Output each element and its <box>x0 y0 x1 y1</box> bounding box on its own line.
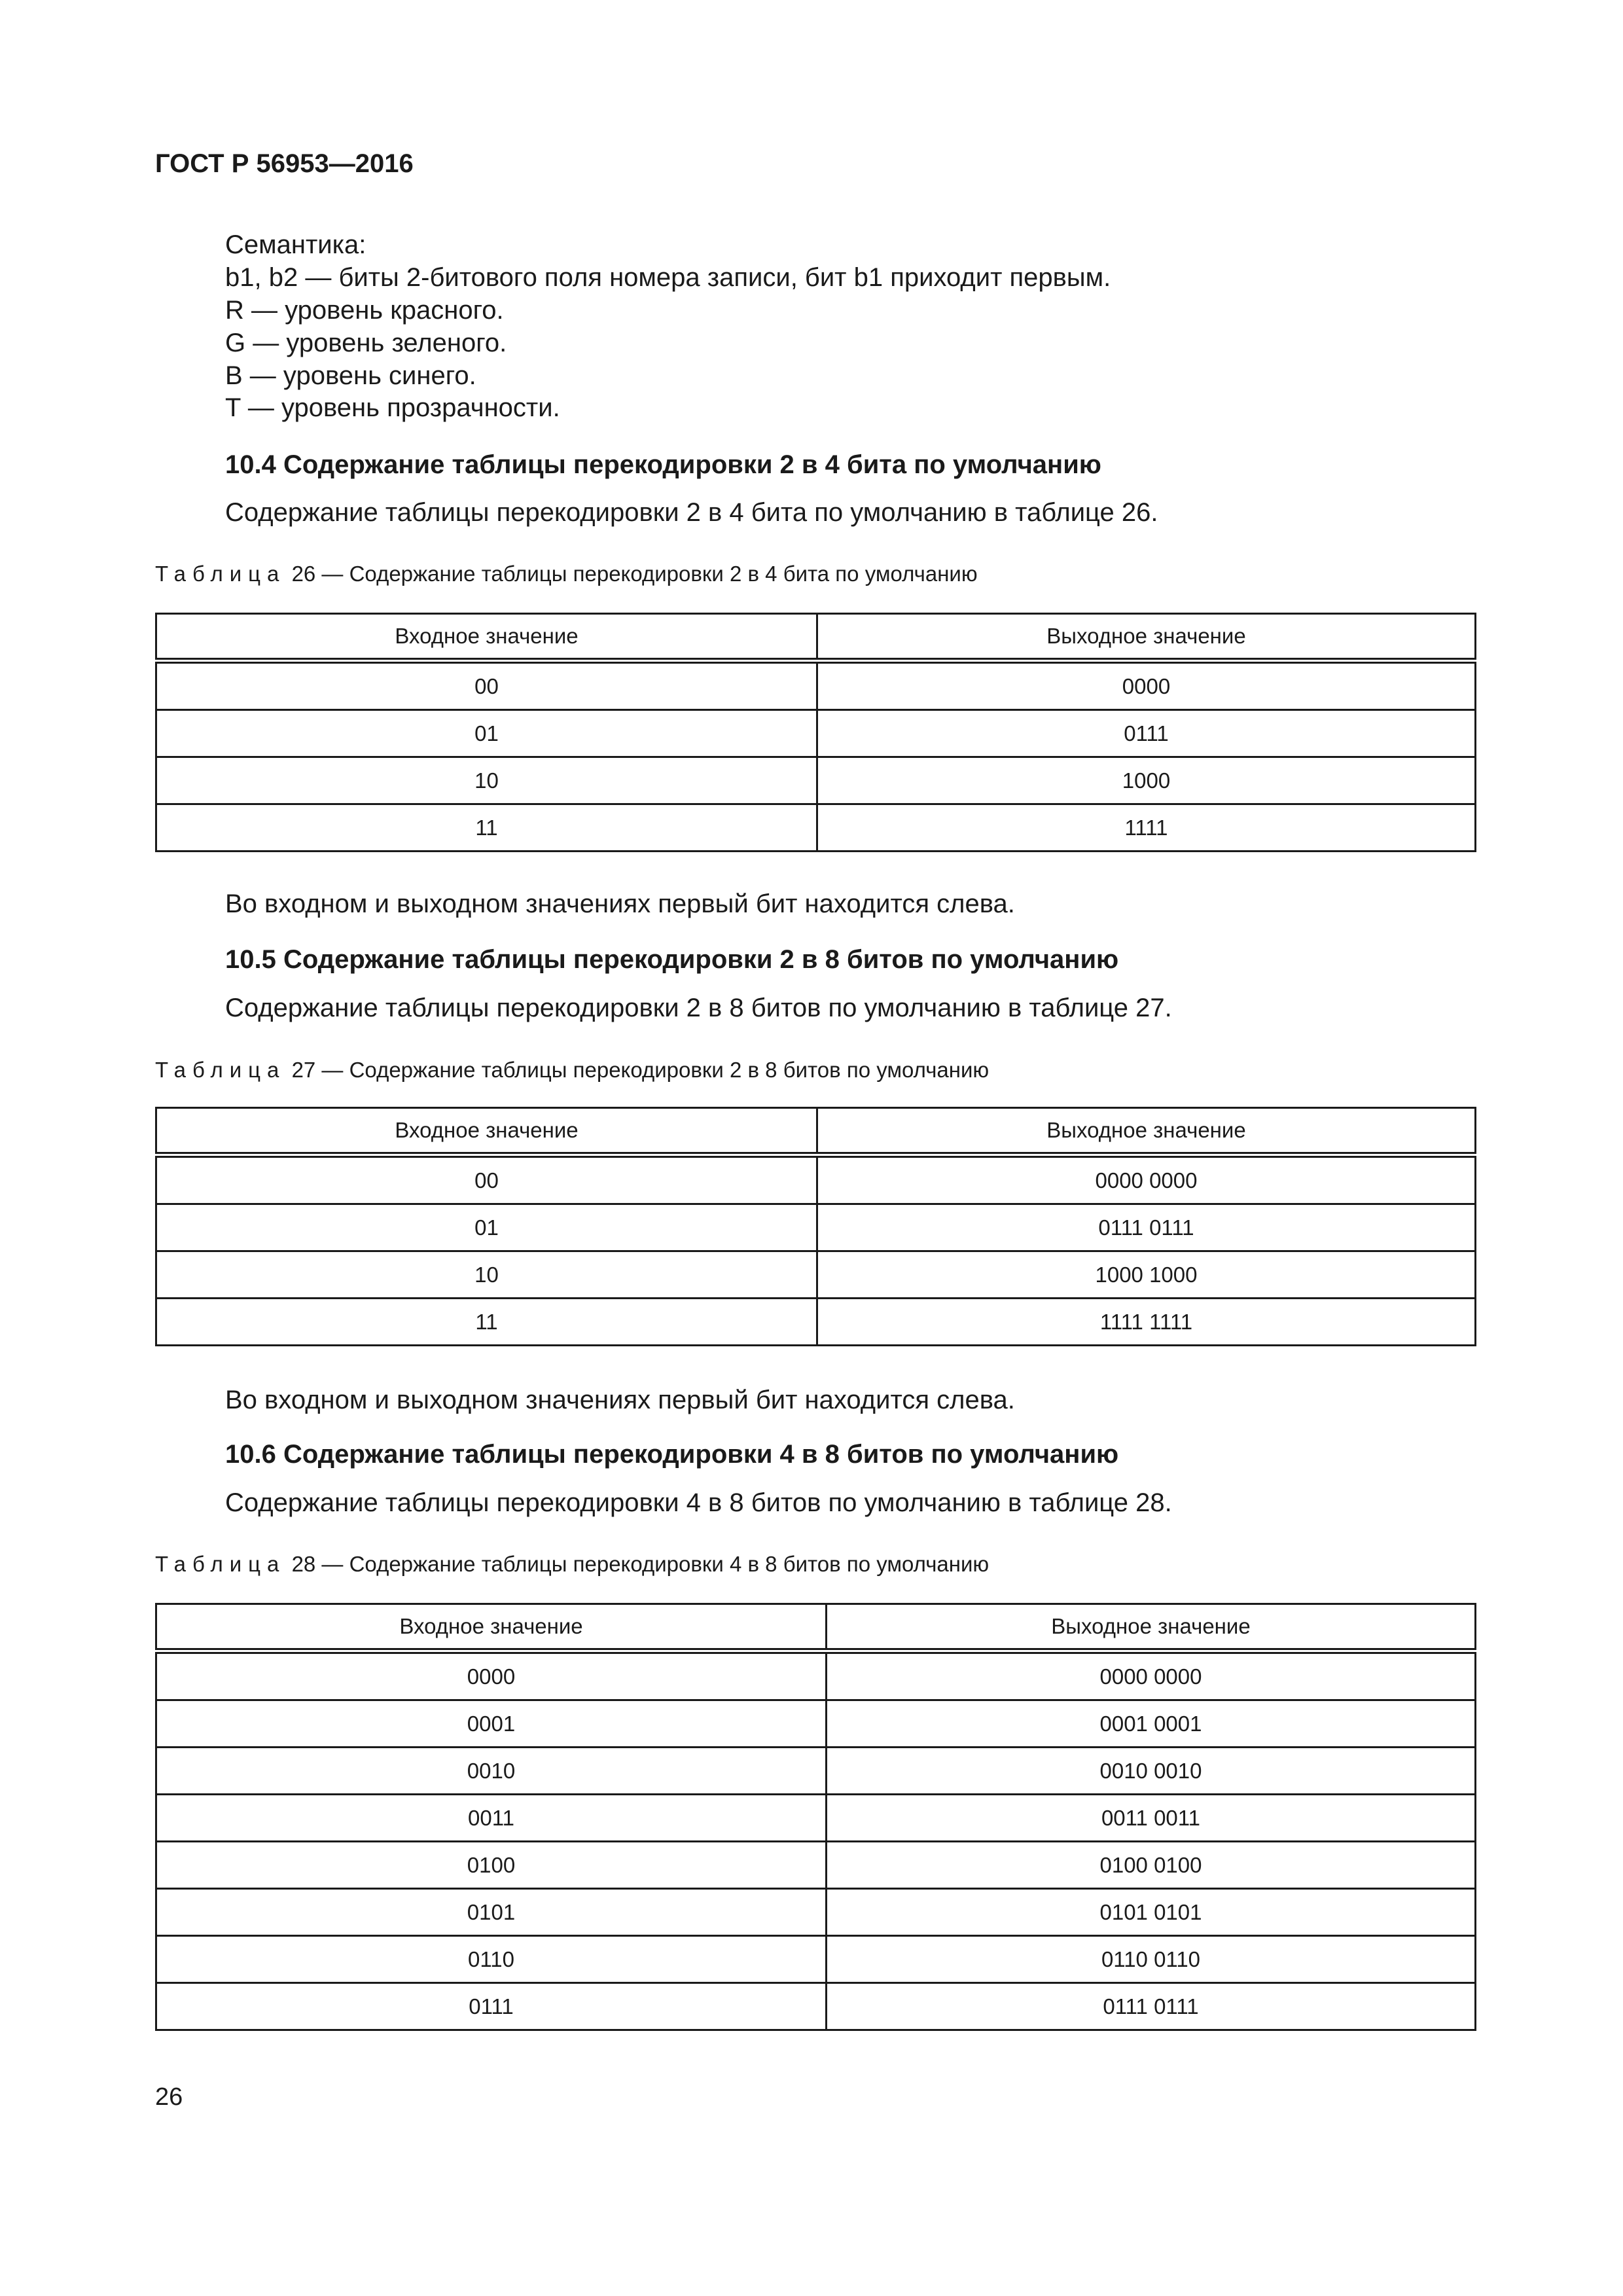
table-row <box>156 1936 1476 1983</box>
semantics-line: T — уровень прозрачности. <box>225 393 560 422</box>
table-note: Во входном и выходном значениях первый бит находится слева. <box>225 1386 1015 1414</box>
semantics-line: R — уровень красного. <box>225 296 504 325</box>
output-cell: 1000 1000 <box>817 1251 1476 1299</box>
document-header: ГОСТ Р 56953—2016 <box>155 149 414 178</box>
input-cell: 10 <box>156 1251 817 1299</box>
output-cell: 1000 <box>817 757 1476 804</box>
table-row <box>156 1299 1476 1346</box>
section-heading: 10.4 Содержание таблицы перекодировки 2 в 4 бита по умолчанию <box>225 450 1101 479</box>
table-row <box>156 1204 1476 1251</box>
input-cell: 0011 <box>156 1795 827 1842</box>
table-row <box>156 1155 1476 1204</box>
output-cell: 0001 0001 <box>827 1700 1476 1748</box>
caption-text: 28 — Содержание таблицы перекодировки 4 в 8 битов по умолчанию <box>291 1552 990 1576</box>
column-header-input: Входное значение <box>156 1108 817 1155</box>
output-cell: 0101 0101 <box>827 1889 1476 1936</box>
semantics-line: b1, b2 — биты 2-битового поля номера записи, бит b1 приходит первым. <box>225 263 1111 292</box>
table-row <box>156 1842 1476 1889</box>
input-cell: 01 <box>156 1204 817 1251</box>
input-cell: 0110 <box>156 1936 827 1983</box>
table-caption <box>155 562 978 586</box>
output-cell: 0110 0110 <box>827 1936 1476 1983</box>
output-cell: 0100 0100 <box>827 1842 1476 1889</box>
input-cell: 0111 <box>156 1983 827 2030</box>
caption-label: Таблица <box>155 1058 286 1082</box>
table-row <box>156 757 1476 804</box>
output-cell: 0000 0000 <box>827 1651 1476 1700</box>
output-cell: 0111 0111 <box>827 1983 1476 2030</box>
section-heading: 10.5 Содержание таблицы перекодировки 2 в 8 битов по умолчанию <box>225 945 1119 974</box>
table-row <box>156 1795 1476 1842</box>
table-26 <box>155 613 1476 852</box>
output-cell: 1111 <box>817 804 1476 852</box>
input-cell: 11 <box>156 804 817 852</box>
table-note: Во входном и выходном значениях первый бит находится слева. <box>225 889 1015 918</box>
table-row <box>156 804 1476 852</box>
input-cell: 00 <box>156 1155 817 1204</box>
table-28 <box>155 1603 1476 2031</box>
page-number: 26 <box>155 2083 183 2111</box>
column-header-output: Выходное значение <box>817 1108 1476 1155</box>
table-row <box>156 1889 1476 1936</box>
input-cell: 10 <box>156 757 817 804</box>
table-caption <box>155 1058 989 1083</box>
section-intro: Содержание таблицы перекодировки 2 в 4 бита по умолчанию в таблице 26. <box>225 498 1158 527</box>
table-27 <box>155 1107 1476 1346</box>
input-cell: 01 <box>156 710 817 757</box>
table-row <box>156 661 1476 710</box>
semantics-line: B — уровень синего. <box>225 361 476 390</box>
caption-text: 26 — Содержание таблицы перекодировки 2 в 4 бита по умолчанию <box>291 562 978 586</box>
column-header-output: Выходное значение <box>827 1604 1476 1651</box>
section-intro: Содержание таблицы перекодировки 2 в 8 битов по умолчанию в таблице 27. <box>225 994 1172 1022</box>
output-cell: 0000 0000 <box>817 1155 1476 1204</box>
input-cell: 0100 <box>156 1842 827 1889</box>
table-row <box>156 1748 1476 1795</box>
column-header-input: Входное значение <box>156 1604 827 1651</box>
caption-label: Таблица <box>155 562 286 586</box>
output-cell: 0111 0111 <box>817 1204 1476 1251</box>
output-cell: 0010 0010 <box>827 1748 1476 1795</box>
table-caption <box>155 1552 989 1577</box>
table-row <box>156 710 1476 757</box>
output-cell: 0011 0011 <box>827 1795 1476 1842</box>
input-cell: 0000 <box>156 1651 827 1700</box>
section-heading: 10.6 Содержание таблицы перекодировки 4 в 8 битов по умолчанию <box>225 1440 1119 1469</box>
input-cell: 00 <box>156 661 817 710</box>
output-cell: 0000 <box>817 661 1476 710</box>
caption-text: 27 — Содержание таблицы перекодировки 2 в 8 битов по умолчанию <box>291 1058 990 1082</box>
table-row <box>156 1983 1476 2030</box>
table-row <box>156 1651 1476 1700</box>
semantics-title: Семантика: <box>225 230 366 259</box>
output-cell: 0111 <box>817 710 1476 757</box>
table-row <box>156 1251 1476 1299</box>
column-header-output: Выходное значение <box>817 614 1476 661</box>
input-cell: 0010 <box>156 1748 827 1795</box>
input-cell: 0101 <box>156 1889 827 1936</box>
section-intro: Содержание таблицы перекодировки 4 в 8 битов по умолчанию в таблице 28. <box>225 1488 1172 1517</box>
input-cell: 11 <box>156 1299 817 1346</box>
output-cell: 1111 1111 <box>817 1299 1476 1346</box>
caption-label: Таблица <box>155 1552 286 1576</box>
column-header-input: Входное значение <box>156 614 817 661</box>
semantics-line: G — уровень зеленого. <box>225 329 507 357</box>
table-row <box>156 1700 1476 1748</box>
input-cell: 0001 <box>156 1700 827 1748</box>
